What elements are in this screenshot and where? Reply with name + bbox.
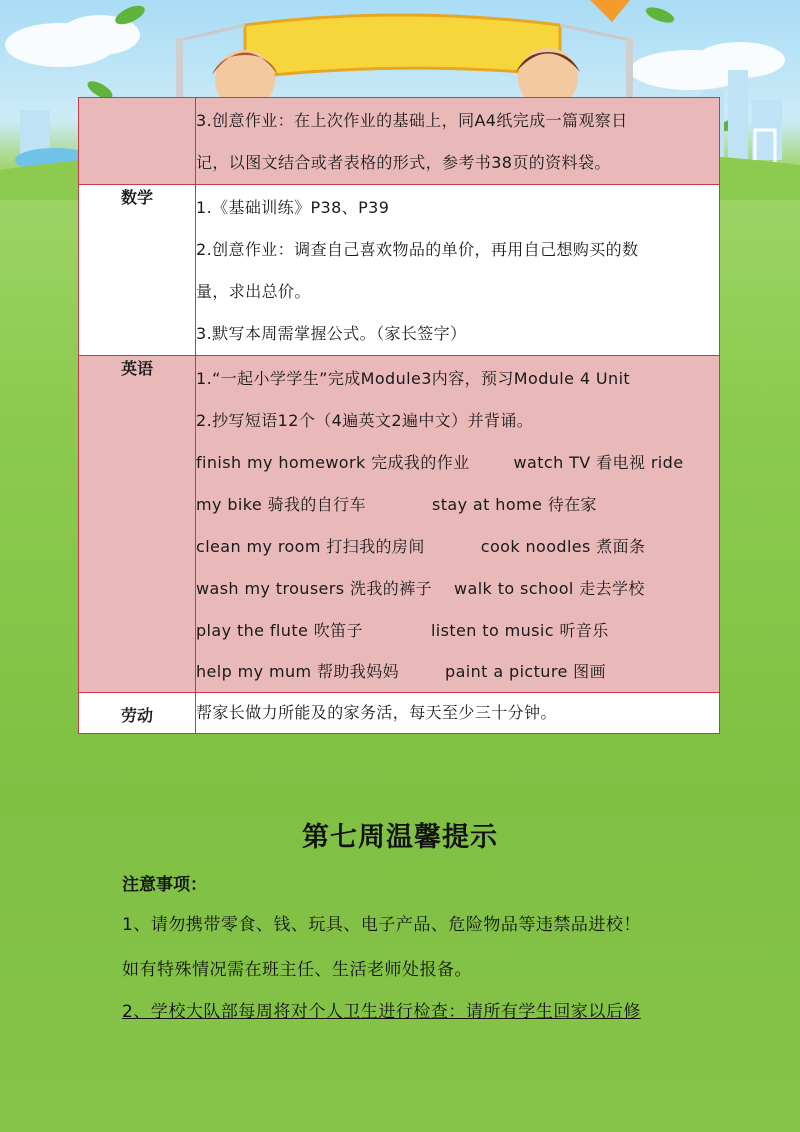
subject-cell (79, 98, 196, 185)
phrase-right: paint a picture 图画 (445, 662, 606, 681)
phrase-right: stay at home 待在家 (431, 495, 597, 514)
table-row-english (79, 356, 720, 693)
subject-cell-math: 数学 (79, 185, 196, 356)
table-row-labor (79, 693, 720, 734)
phrase-left: clean my room 打扫我的房间 (196, 537, 425, 556)
phrase-line (196, 568, 719, 610)
phrase-line (196, 610, 719, 652)
content-cell (196, 185, 720, 356)
phrase-right: watch TV 看电视 ride (513, 453, 684, 472)
homework-table (78, 97, 720, 734)
phrase-line (196, 442, 719, 484)
notice-line-underlined: 2、学校大队部每周将对个人卫生进行检查：请所有学生回家以后修 (122, 1002, 641, 1022)
phrase-left: help my mum 帮助我妈妈 (196, 662, 400, 681)
content-line: 帮家长做力所能及的家务活，每天至少三十分钟。 (196, 703, 557, 722)
content-line: 1.“一起小学学生”完成Module3内容，预习Module 4 Unit (196, 369, 631, 388)
notice-line: 1、请勿携带零食、钱、玩具、电子产品、危险物品等违禁品进校！ (122, 915, 641, 935)
phrase-left: wash my trousers 洗我的裤子 (196, 579, 433, 598)
phrase-left: my bike 骑我的自行车 (196, 495, 366, 514)
notice-title: 第七周温馨提示 (302, 822, 498, 853)
table-row (79, 98, 720, 185)
table-row-math (79, 185, 720, 356)
content-line: 3.默写本周需掌握公式。（家长签字） (196, 324, 467, 343)
content-cell (196, 693, 720, 734)
subject-cell-english: 英语 (79, 356, 196, 693)
content-cell (196, 98, 720, 185)
notice-heading: 注意事项： (122, 875, 207, 895)
content-line: 2.创意作业：调查自己喜欢物品的单价，再用自己想购买的数 (196, 240, 639, 259)
content-line: 3.创意作业：在上次作业的基础上，同A4纸完成一篇观察日 (196, 111, 628, 130)
phrase-right: walk to school 走去学校 (454, 579, 645, 598)
content-line: 1.《基础训练》P38、P39 (196, 198, 390, 217)
phrase-left: finish my homework 完成我的作业 (196, 453, 470, 472)
content-line: 量，求出总价。 (196, 282, 311, 301)
phrase-left: play the flute 吹笛子 (196, 621, 363, 640)
content-cell (196, 356, 720, 693)
phrase-line (196, 526, 719, 568)
subject-cell-labor: 劳动 (79, 693, 196, 734)
phrase-line (196, 484, 719, 526)
notice-line: 如有特殊情况需在班主任、生活老师处报备。 (122, 960, 472, 980)
content-line: 2.抄写短语12个（4遍英文2遍中文）并背诵。 (196, 411, 534, 430)
phrase-right: listen to music 听音乐 (430, 621, 609, 640)
content-line: 记，以图文结合或者表格的形式，参考书38页的资料袋。 (196, 153, 611, 172)
phrase-line (196, 652, 719, 692)
phrase-right: cook noodles 煮面条 (480, 537, 646, 556)
